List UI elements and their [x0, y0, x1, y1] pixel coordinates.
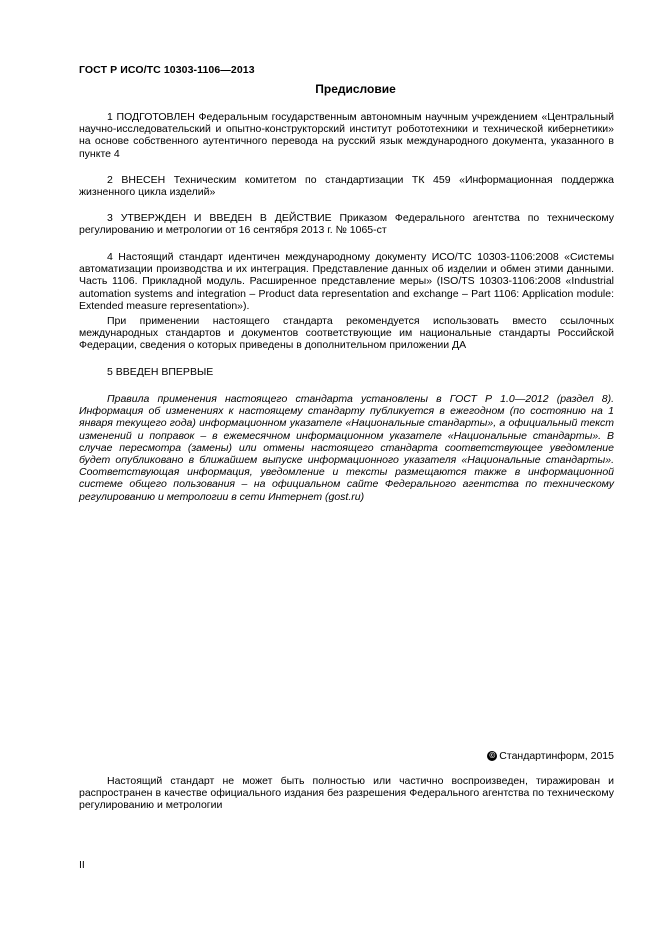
paragraph-introduced-by: 2 ВНЕСЕН Техническим комитетом по стандартизации ТК 459 «Информационная поддержка жизненного цикла изделий» [79, 174, 614, 199]
paragraph-first-introduced: 5 ВВЕДЕН ВПЕРВЫЕ [107, 366, 214, 378]
copyright-notice [487, 750, 614, 762]
paragraph-reproduction-notice: Настоящий стандарт не может быть полностью или частично воспроизведен, тиражирован и распространен в качестве официального издания без разрешения Федерального агентства по техническому регулированию и метрологии [79, 775, 614, 812]
page-title: Предисловие [315, 82, 396, 96]
paragraph-references-note: При применении настоящего стандарта рекомендуется использовать вместо ссылочных международных стандартов и документов соответствующие им национальные стандарты Российской Федерации, сведения о которых приведены в дополнительном приложении ДА [79, 315, 614, 352]
standard-code-header: ГОСТ Р ИСО/ТС 10303-1106—2013 [79, 64, 255, 76]
paragraph-application-rules: Правила применения настоящего стандарта установлены в ГОСТ Р 1.0—2012 (раздел 8). Информация об изменениях к настоящему стандарту публикуется в ежегодном (по состоянию на 1 января текущего года) информационном указателе «Национальные стандарты», а официальный текст изменений и поправок – в ежемесячном информационном указателе «Национальные стандарты». В случае пересмотра (замены) или отмены настоящего стандарта соответствующее уведомление будет опубликовано в ближайшем выпуске информационного указателя «Национальные стандарты». Соответствующая информация, уведомление и тексты размещаются также в информационной системе общего пользования – на официальном сайте Федерального агентства по техническому регулированию и метрологии в сети Интернет (gost.ru) [79, 393, 614, 503]
paragraph-prepared-by: 1 ПОДГОТОВЛЕН Федеральным государственным автономным научным учреждением «Центральный научно-исследовательский и опытно-конструкторский институт робототехники и технической кибернетики» на основе собственного аутентичного перевода на русский язык международного документа, указанного в пункте 4 [79, 111, 614, 160]
paragraph-approved: 3 УТВЕРЖДЕН И ВВЕДЕН В ДЕЙСТВИЕ Приказом Федерального агентства по техническому регулированию и метрологии от 16 сентября 2013 г. № 1065-ст [79, 212, 614, 237]
page-number: II [79, 859, 85, 871]
copyright-icon: © [487, 751, 497, 761]
copyright-text: Стандартинформ, 2015 [499, 750, 614, 762]
paragraph-identical-to: 4 Настоящий стандарт идентичен международному документу ИСО/ТС 10303-1106:2008 «Системы автоматизации производства и их интеграция. Представление данных об изделии и обмен этими данными. Часть 1106. Прикладной модуль. Расширенное представление меры» (ISO/TS 10303-1106:2008 «Industrial automation systems and integration – Product data representation and exchange – Part 1106: Application module: Extended measure representation»). [79, 251, 614, 312]
